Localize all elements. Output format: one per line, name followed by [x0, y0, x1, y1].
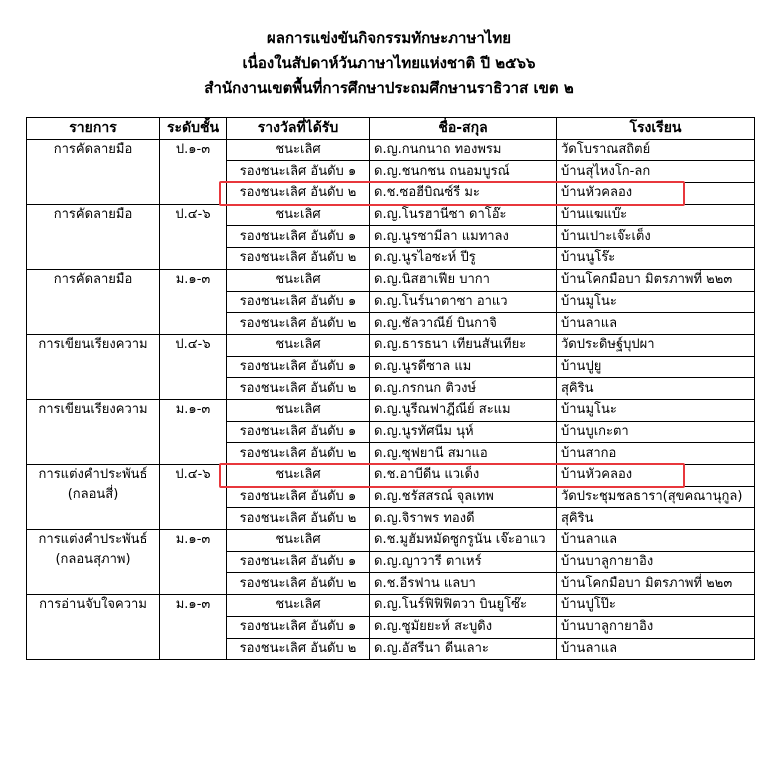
title-line-3: สำนักงานเขตพื้นที่การศึกษาประถมศึกษานราธิวาส เขต ๒ — [204, 79, 574, 97]
activity-cell — [27, 139, 160, 204]
name-cell: ด.ช.มูฮัมหมัดซูกรูนัน เจ๊ะอาแว — [370, 530, 557, 552]
name-cell: ด.ญ.ชนกชน ถนอมบูรณ์ — [370, 161, 557, 183]
activity-label: การเขียนเรียงความ — [38, 401, 148, 417]
name-cell: ด.ญ.ญาวารี ตาเหร์ — [370, 551, 557, 573]
school-cell: บ้านมูโนะ — [557, 399, 755, 421]
table-row — [27, 139, 755, 161]
results-body — [27, 139, 755, 660]
activity-label: การแต่งคำประพันธ์ — [38, 532, 148, 548]
name-cell: ด.ญ.นูรซามีลา แมทาลง — [370, 226, 557, 248]
name-cell: ด.ญ.ธารธนา เทียนสันเทียะ — [370, 334, 557, 356]
title-line-2: เนื่องในสัปดาห์วันภาษาไทยแห่งชาติ ปี ๒๕๖๖ — [242, 54, 536, 72]
award-cell: ชนะเลิศ — [227, 399, 370, 421]
results-table — [26, 117, 755, 660]
name-cell: ด.ญ.ซูมัยยะห์ สะบูดิง — [370, 616, 557, 638]
level-cell: ม.๑-๓ — [160, 269, 227, 334]
award-cell: ชนะเลิศ — [227, 465, 370, 487]
school-cell: บ้านหัวคลอง — [557, 465, 755, 487]
name-cell: ด.ญ.นิสฮาเฟีย บากา — [370, 269, 557, 291]
activity-label: การคัดลายมือ — [53, 271, 133, 287]
name-cell: ด.ญ.นูรทัศนีม นุห์ — [370, 421, 557, 443]
school-cell: บ้านแฆแบ๊ะ — [557, 204, 755, 226]
school-cell: บ้านบาลูกายาอิง — [557, 616, 755, 638]
name-cell: ด.ญ.โนรฮานีซา ดาโอ๊ะ — [370, 204, 557, 226]
column-header-school: โรงเรียน — [557, 118, 755, 140]
award-cell: รองชนะเลิศ อันดับ ๒ — [227, 638, 370, 660]
activity-cell — [27, 334, 160, 399]
school-cell: บ้านบูเกะตา — [557, 421, 755, 443]
school-cell: บ้านหัวคลอง — [557, 183, 755, 205]
column-header-level: ระดับชั้น — [160, 118, 227, 140]
document-header — [0, 26, 778, 101]
award-cell: รองชนะเลิศ อันดับ ๒ — [227, 443, 370, 465]
name-cell: ด.ช.ซอฮีบิณซ์รี มะ — [370, 183, 557, 205]
table-row — [27, 334, 755, 356]
school-cell: บ้านนูโร๊ะ — [557, 248, 755, 270]
name-cell: ด.ญ.อัสรีนา ดีนเลาะ — [370, 638, 557, 660]
award-cell: รองชนะเลิศ อันดับ ๑ — [227, 551, 370, 573]
activity-label: การคัดลายมือ — [53, 141, 133, 157]
column-header-name: ชื่อ-สกุล — [370, 118, 557, 140]
school-cell: บ้านบาลูกายาอิง — [557, 551, 755, 573]
activity-label: การคัดลายมือ — [53, 206, 133, 222]
school-cell: บ้านโคกมือบา มิตรภาพที่ ๒๒๓ — [557, 573, 755, 595]
school-cell: บ้านลาแล — [557, 638, 755, 660]
name-cell: ด.ญ.นูรีณฟาฎีณีย์ สะแม — [370, 399, 557, 421]
activity-label: การเขียนเรียงความ — [38, 336, 148, 352]
level-cell: ป.๔-๖ — [160, 334, 227, 399]
activity-label: การแต่งคำประพันธ์ — [38, 467, 148, 482]
award-cell: รองชนะเลิศ อันดับ ๒ — [227, 573, 370, 595]
school-cell: บ้านมูโนะ — [557, 291, 755, 313]
award-cell: รองชนะเลิศ อันดับ ๑ — [227, 421, 370, 443]
table-row — [27, 269, 755, 291]
award-cell: รองชนะเลิศ อันดับ ๑ — [227, 161, 370, 183]
school-cell: บ้านลาแล — [557, 530, 755, 552]
activity-cell — [27, 399, 160, 464]
level-cell: ม.๑-๓ — [160, 399, 227, 464]
award-cell: รองชนะเลิศ อันดับ ๒ — [227, 248, 370, 270]
school-cell: สุคิริน — [557, 508, 755, 530]
activity-cell — [27, 204, 160, 269]
award-cell: ชนะเลิศ — [227, 139, 370, 161]
level-cell: ม.๑-๓ — [160, 530, 227, 595]
school-cell: บ้านปูโป๊ะ — [557, 595, 755, 617]
school-cell: สุคิริน — [557, 378, 755, 400]
school-cell: บ้านเปาะเจ๊ะเต็ง — [557, 226, 755, 248]
name-cell: ด.ญ.ซุฟยานี สมาแอ — [370, 443, 557, 465]
activity-cell — [27, 595, 160, 660]
award-cell: ชนะเลิศ — [227, 269, 370, 291]
level-cell: ป.๔-๖ — [160, 465, 227, 530]
award-cell: ชนะเลิศ — [227, 530, 370, 552]
column-header-activity: รายการ — [27, 118, 160, 140]
title-line-1: ผลการแข่งขันกิจกรรมทักษะภาษาไทย — [266, 29, 511, 47]
name-cell: ด.ญ.โนร์นาตาซา อาแว — [370, 291, 557, 313]
name-cell: ด.ญ.กรกนก ติวงษ์ — [370, 378, 557, 400]
name-cell: ด.ญ.นูรไอซะห์ ปีรู — [370, 248, 557, 270]
table-row — [27, 204, 755, 226]
award-cell: รองชนะเลิศ อันดับ ๑ — [227, 226, 370, 248]
name-cell: ด.ญ.กนกนาถ ทองพรม — [370, 139, 557, 161]
name-cell: ด.ช.อีรฟาน แลบา — [370, 573, 557, 595]
name-cell: ด.ช.อาบีดีน แวเด็ง — [370, 465, 557, 487]
table-header-row — [27, 118, 755, 140]
level-cell: ม.๑-๓ — [160, 595, 227, 660]
school-cell: บ้านสากอ — [557, 443, 755, 465]
award-cell: รองชนะเลิศ อันดับ ๑ — [227, 356, 370, 378]
name-cell: ด.ญ.จิราพร ทองดี — [370, 508, 557, 530]
name-cell: ด.ญ.ชัลวาณีย์ บินกาจิ — [370, 313, 557, 335]
award-cell: รองชนะเลิศ อันดับ ๒ — [227, 378, 370, 400]
school-cell: บ้านลาแล — [557, 313, 755, 335]
school-cell: บ้านสุไหงโก-ลก — [557, 161, 755, 183]
award-cell: ชนะเลิศ — [227, 334, 370, 356]
award-cell: รองชนะเลิศ อันดับ ๑ — [227, 291, 370, 313]
school-cell: วัดโบราณสถิตย์ — [557, 139, 755, 161]
name-cell: ด.ญ.นูรดีซาล แม — [370, 356, 557, 378]
school-cell: วัดประชุมชลธารา(สุขคณานุกูล) — [557, 486, 755, 508]
award-cell: ชนะเลิศ — [227, 595, 370, 617]
award-cell: ชนะเลิศ — [227, 204, 370, 226]
award-cell: รองชนะเลิศ อันดับ ๑ — [227, 616, 370, 638]
award-cell: รองชนะเลิศ อันดับ ๑ — [227, 486, 370, 508]
table-row — [27, 465, 755, 487]
school-cell: วัดประดิษฐ์บุปผา — [557, 334, 755, 356]
activity-cell — [27, 269, 160, 334]
award-cell: รองชนะเลิศ อันดับ ๒ — [227, 183, 370, 205]
table-row — [27, 595, 755, 617]
level-cell: ป.๑-๓ — [160, 139, 227, 204]
activity-cell — [27, 465, 160, 530]
table-row — [27, 530, 755, 552]
activity-label: การอ่านจับใจความ — [39, 597, 147, 613]
column-header-award: รางวัลที่ได้รับ — [227, 118, 370, 140]
level-cell: ป.๔-๖ — [160, 204, 227, 269]
school-cell: บ้านปูยู — [557, 356, 755, 378]
award-cell: รองชนะเลิศ อันดับ ๒ — [227, 313, 370, 335]
name-cell: ด.ญ.ชรัสสรณ์ จุลเทพ — [370, 486, 557, 508]
activity-label: (กลอนสี่) — [67, 487, 119, 502]
award-cell: รองชนะเลิศ อันดับ ๒ — [227, 508, 370, 530]
activity-label: (กลอนสุภาพ) — [55, 552, 131, 568]
activity-cell — [27, 530, 160, 595]
name-cell: ด.ญ.โนร์ฟิฟิฟิตวา บินยูโซ๊ะ — [370, 595, 557, 617]
school-cell: บ้านโคกมือบา มิตรภาพที่ ๒๒๓ — [557, 269, 755, 291]
table-row — [27, 399, 755, 421]
